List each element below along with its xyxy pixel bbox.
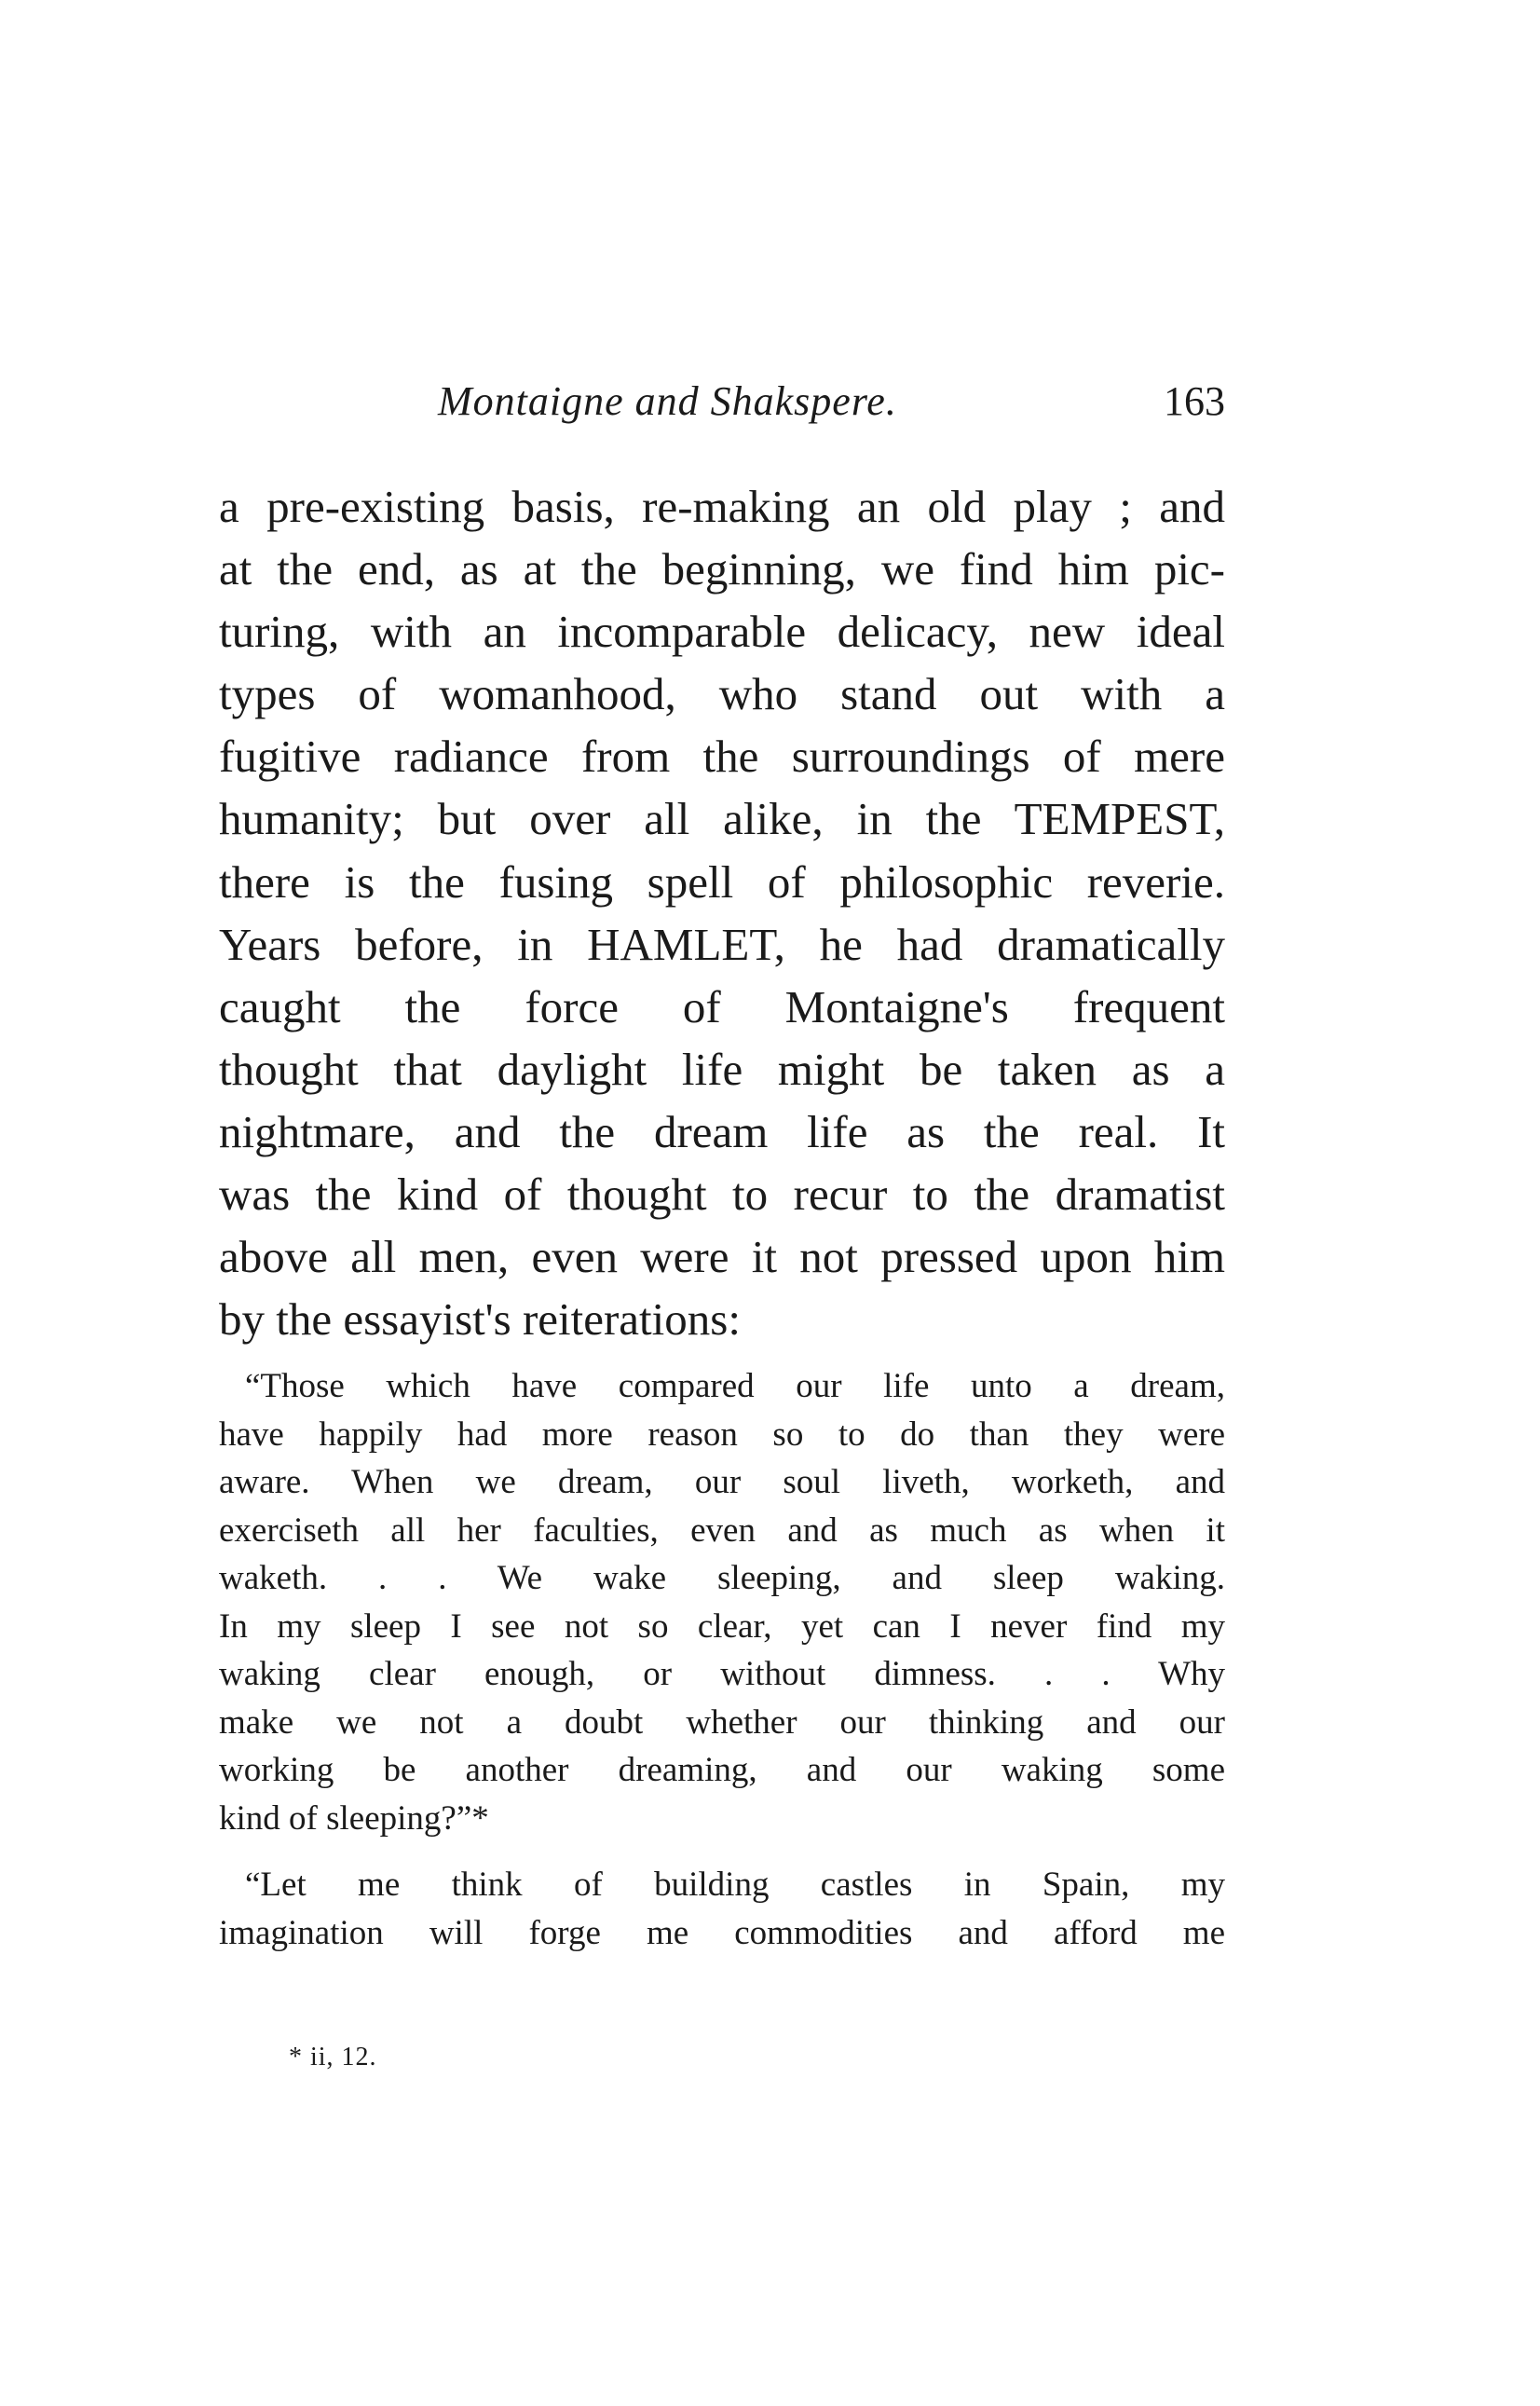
- quote-line: “Those which have compared our life unto a dream,: [245, 1367, 1225, 1405]
- text-line: types of womanhood, who stand out with a: [219, 668, 1225, 720]
- text-line: a pre-existing basis, re-making an old play ; and: [219, 481, 1225, 532]
- text-line: caught the force of Montaigne's frequent: [219, 980, 1225, 1032]
- quote-line: have happily had more reason so to do than they were: [219, 1415, 1225, 1454]
- page-header: [0, 377, 1225, 443]
- quote-line: working be another dreaming, and our waking some: [219, 1751, 1225, 1789]
- quote-line: make we not a doubt whether our thinking and our: [219, 1702, 1225, 1742]
- text-line: nightmare, and the dream life as the real. It: [219, 1105, 1225, 1157]
- quote-line: imagination will forge me commodities and afford me: [219, 1913, 1225, 1952]
- text-line: fugitive radiance from the surroundings of mere: [219, 731, 1225, 783]
- text-line: turing, with an incomparable delicacy, new ideal: [219, 606, 1225, 658]
- block-quote-montaigne-dream: [219, 1362, 1225, 1842]
- text-line: humanity; but over all alike, in the TEMPEST,: [219, 793, 1225, 845]
- quote-line: waketh. . . We wake sleeping, and sleep waking.: [219, 1559, 1225, 1597]
- text-line: at the end, as at the beginning, we find him pic-: [219, 543, 1225, 595]
- block-quote-castles-in-spain: [219, 1861, 1225, 1957]
- quote-line: kind of sleeping?”*: [219, 1798, 489, 1838]
- quote-line: In my sleep I see not so clear, yet can I never find my: [219, 1606, 1225, 1646]
- text-line: Years before, in HAMLET, he had dramatically: [219, 918, 1225, 970]
- text-line: was the kind of thought to recur to the dramatist: [219, 1169, 1225, 1221]
- main-paragraph: [219, 475, 1225, 1350]
- quote-line: “Let me think of building castles in Spain, my: [245, 1866, 1225, 1904]
- text-line: there is the fusing spell of philosophic reverie.: [219, 855, 1225, 908]
- quote-line: aware. When we dream, our soul liveth, worketh, and: [219, 1463, 1225, 1501]
- quote-line: exerciseth all her faculties, even and as much as when it: [219, 1511, 1225, 1550]
- quote-line: waking clear enough, or without dimness. . . Why: [219, 1655, 1225, 1693]
- page-number: 163: [1164, 378, 1225, 424]
- running-title: Montaigne and Shakspere.: [438, 378, 897, 424]
- text-line: thought that daylight life might be taken as a: [219, 1043, 1225, 1095]
- text-line: by the essayist's reiterations:: [219, 1293, 741, 1346]
- text-line: above all men, even were it not pressed upon him: [219, 1231, 1225, 1283]
- footnote: * ii, 12.: [289, 2043, 377, 2071]
